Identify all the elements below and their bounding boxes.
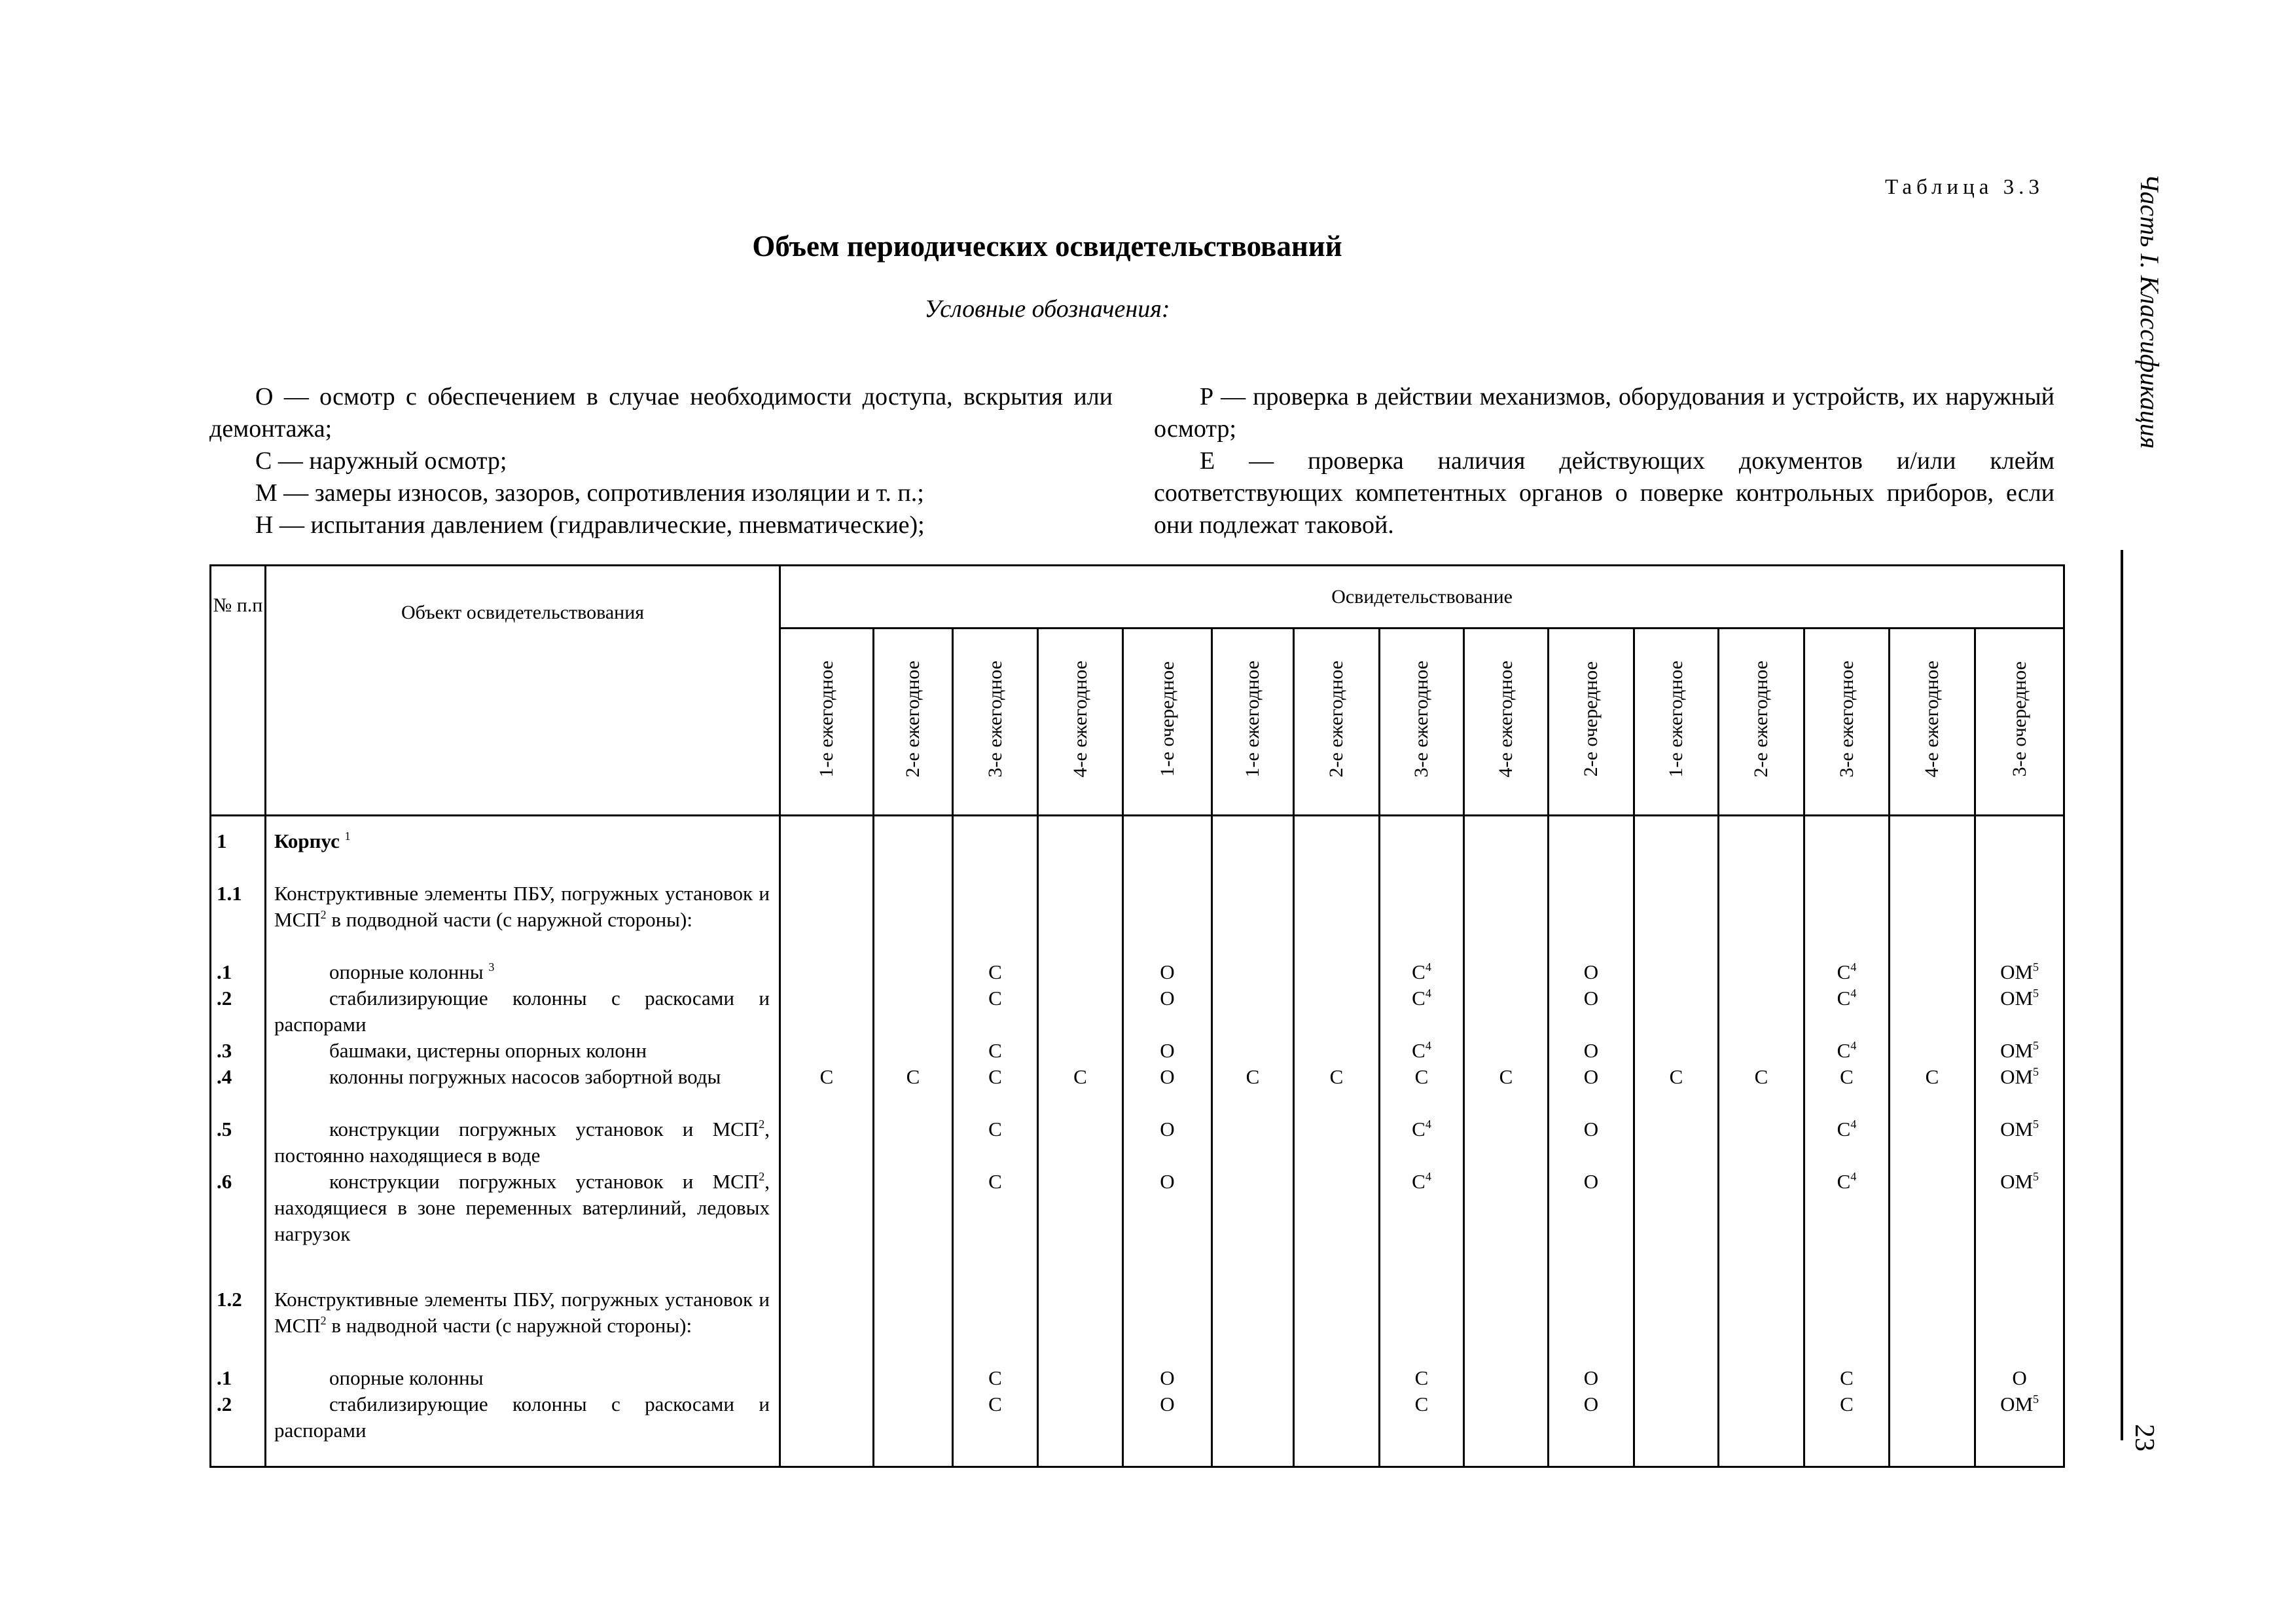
survey-mark: С [1499,1065,1513,1088]
object-item-1-1-4: колонны погружных насосов забортной воды [329,1065,721,1088]
survey-column-label: 4-е ежегодное [1495,661,1516,778]
row-number: .2 [217,1393,232,1415]
survey-column-header [953,629,1038,816]
legend-item-m: М — замеры износов, зазоров, сопротивления изоляции и т. п.; [255,479,924,507]
survey-mark: С [988,987,1002,1010]
survey-column-header [874,629,953,816]
column-header-object: Объект освидетельствования [266,566,780,816]
row-number: .6 [217,1170,232,1193]
side-divider [2121,550,2123,1440]
survey-mark: О [1160,987,1175,1010]
survey-table [209,564,2065,1468]
survey-mark: С [988,1118,1002,1140]
survey-mark: С [1329,1065,1344,1088]
survey-column-label: 1-е ежегодное [816,661,837,778]
legend-item-h: Н — испытания давлением (гидравлические, пневматические); [255,511,925,539]
table-body-row [211,816,2064,1467]
survey-mark: О [1583,1393,1599,1415]
survey-column-label: 1-е очередное [1156,661,1178,777]
survey-mark: $С^4$ [1837,1118,1857,1140]
survey-mark: $С^4$ [1412,1118,1431,1140]
survey-mark: $С^4$ [1412,960,1431,983]
survey-mark: С [1754,1065,1768,1088]
row-number: .2 [217,987,232,1010]
legend-title: Условные обозначения: [924,295,1170,323]
survey-mark: С [1414,1065,1429,1088]
survey-mark: О [1583,1065,1599,1088]
survey-column-label: 3-е очередное [2008,661,2030,777]
survey-column-header [1804,629,1890,816]
row-number: .5 [217,1118,232,1140]
survey-column-cells [1634,816,1719,1467]
row-number: .4 [217,1065,232,1088]
survey-mark: $С^4$ [1412,987,1431,1010]
survey-column-label: 1-е ежегодное [1665,661,1687,778]
object-section-1: Корпус $^1$ [274,830,351,852]
survey-column-cells [1038,816,1123,1467]
survey-column-label: 2-е очередное [1580,661,1602,777]
survey-mark: О [2012,1366,2027,1389]
survey-column-label: 2-е ежегодное [1325,661,1347,778]
number-column [211,816,266,1467]
survey-mark: О [1583,1170,1599,1193]
object-item-1-2-2: стабилизирующие колонны с раскосами и распорами [274,1393,770,1442]
survey-column-cells [1380,816,1464,1467]
row-number: 1.1 [217,882,242,905]
survey-mark: О [1160,960,1175,983]
survey-mark: С [1925,1065,1939,1088]
legend-item-e: Е — проверка наличия действующих документов и/или клейм соответствующих компетентных органов о поверке контрольных приборов, если они подлежат таковой. [1154,447,2054,539]
object-item-1-2-1: опорные колонны [329,1366,484,1389]
survey-mark: $ОМ^5$ [2000,960,2039,983]
survey-mark: О [1583,1039,1599,1062]
table-label: Таблица 3.3 [1885,175,2044,199]
survey-mark: С [988,1170,1002,1193]
survey-column-header [1212,629,1294,816]
survey-mark: О [1583,1366,1599,1389]
survey-column-label: 4-е ежегодное [1921,661,1943,778]
legend-item-o: О — осмотр с обеспечением в случае необходимости доступа, вскрытия или демонтажа; [209,383,1113,443]
survey-column-cells [1890,816,1975,1467]
survey-mark: О [1583,1118,1599,1140]
survey-mark: $ОМ^5$ [2000,1039,2039,1062]
page-title: Объем периодических освидетельствований [752,230,1342,263]
legend-right-column [1154,381,2054,541]
row-number: 1.2 [217,1288,242,1311]
survey-column-header [780,629,874,816]
survey-mark: С [988,1393,1002,1415]
survey-mark: О [1160,1039,1175,1062]
survey-mark: $С^4$ [1837,1170,1857,1193]
survey-column-cells [953,816,1038,1467]
survey-mark: $С^4$ [1837,987,1857,1010]
survey-column-label: 4-е ежегодное [1069,661,1091,778]
object-item-1-1-5: конструкции погружных установок и МСП$^2$, постоянно находящиеся в воде [274,1118,770,1167]
survey-column-cells [1975,816,2064,1467]
survey-mark: О [1160,1065,1175,1088]
object-item-1-1-3: башмаки, цистерны опорных колонн [329,1039,647,1062]
survey-column-header [1294,629,1380,816]
survey-column-cells [1464,816,1549,1467]
survey-mark: $ОМ^5$ [2000,1065,2039,1088]
survey-mark: С [988,1366,1002,1389]
survey-column-cells [1549,816,1634,1467]
survey-mark: $ОМ^5$ [2000,1393,2039,1415]
object-section-1-1: Конструктивные элементы ПБУ, погружных установок и МСП$^2$ в подводной части (с наружной стороны): [274,882,770,931]
survey-mark: С [1073,1065,1087,1088]
survey-column-header [1719,629,1804,816]
survey-column-label: 3-е ежегодное [1410,661,1432,778]
object-section-1-2: Конструктивные элементы ПБУ, погружных установок и МСП$^2$ в надводной части (с наружной стороны): [274,1288,770,1337]
survey-mark: $ОМ^5$ [2000,987,2039,1010]
survey-column-header [1123,629,1212,816]
survey-column-cells [1123,816,1212,1467]
survey-column-label: 2-е ежегодное [902,661,924,778]
survey-mark: С [1840,1065,1854,1088]
survey-mark: С [988,960,1002,983]
object-item-1-1-2: стабилизирующие колонны с раскосами и распорами [274,987,770,1036]
survey-mark: С [1246,1065,1260,1088]
survey-mark: $С^4$ [1412,1170,1431,1193]
legend-item-c: С — наружный осмотр; [255,447,507,475]
survey-mark: С [988,1039,1002,1062]
survey-mark: С [1840,1366,1854,1389]
survey-mark: С [1840,1393,1854,1415]
object-item-1-1-6: конструкции погружных установок и МСП$^2$, находящиеся в зоне переменных ватерлиний, ледовых нагрузок [274,1170,770,1245]
survey-column-header [1380,629,1464,816]
legend-left-column [209,381,1113,541]
survey-column-label: 1-е ежегодное [1242,661,1263,778]
survey-column-label: 3-е ежегодное [1835,661,1857,778]
survey-column-header [1464,629,1549,816]
survey-column-cells [780,816,874,1467]
survey-mark: $С^4$ [1837,1039,1857,1062]
survey-mark: С [906,1065,920,1088]
survey-mark: О [1583,960,1599,983]
survey-mark: С [1414,1366,1429,1389]
page-number: 23 [2129,1424,2159,1451]
object-item-1-1-1: опорные колонны $^3$ [329,960,495,983]
survey-column-cells [1294,816,1380,1467]
survey-mark: О [1160,1366,1175,1389]
row-number: .1 [217,1366,232,1389]
survey-column-label: 2-е ежегодное [1750,661,1772,778]
object-column [266,816,780,1467]
survey-mark: $С^4$ [1412,1039,1431,1062]
column-header-survey-group: Освидетельствование [780,566,2064,629]
survey-mark: О [1160,1170,1175,1193]
row-number: 1 [217,830,227,852]
survey-mark: О [1160,1118,1175,1140]
row-number: .1 [217,960,232,983]
survey-mark: $С^4$ [1837,960,1857,983]
survey-column-header [1975,629,2064,816]
survey-column-cells [1719,816,1804,1467]
survey-column-header [1549,629,1634,816]
row-number: .3 [217,1039,232,1062]
survey-mark: С [988,1065,1002,1088]
survey-column-cells [1212,816,1294,1467]
side-caption: Часть I. Классификация [2135,173,2164,449]
column-header-number: № п.п [211,566,266,816]
survey-mark: С [1414,1393,1429,1415]
survey-mark: С [1669,1065,1683,1088]
survey-mark: $ОМ^5$ [2000,1170,2039,1193]
survey-mark: $ОМ^5$ [2000,1118,2039,1140]
survey-column-cells [874,816,953,1467]
survey-column-cells [1804,816,1890,1467]
legend-item-p: Р — проверка в действии механизмов, оборудования и устройств, их наружный осмотр; [1154,383,2054,443]
survey-column-header [1634,629,1719,816]
survey-mark: С [819,1065,834,1088]
survey-column-header [1038,629,1123,816]
survey-mark: О [1583,987,1599,1010]
survey-column-label: 3-е ежегодное [984,661,1006,778]
survey-column-header [1890,629,1975,816]
survey-mark: О [1160,1393,1175,1415]
